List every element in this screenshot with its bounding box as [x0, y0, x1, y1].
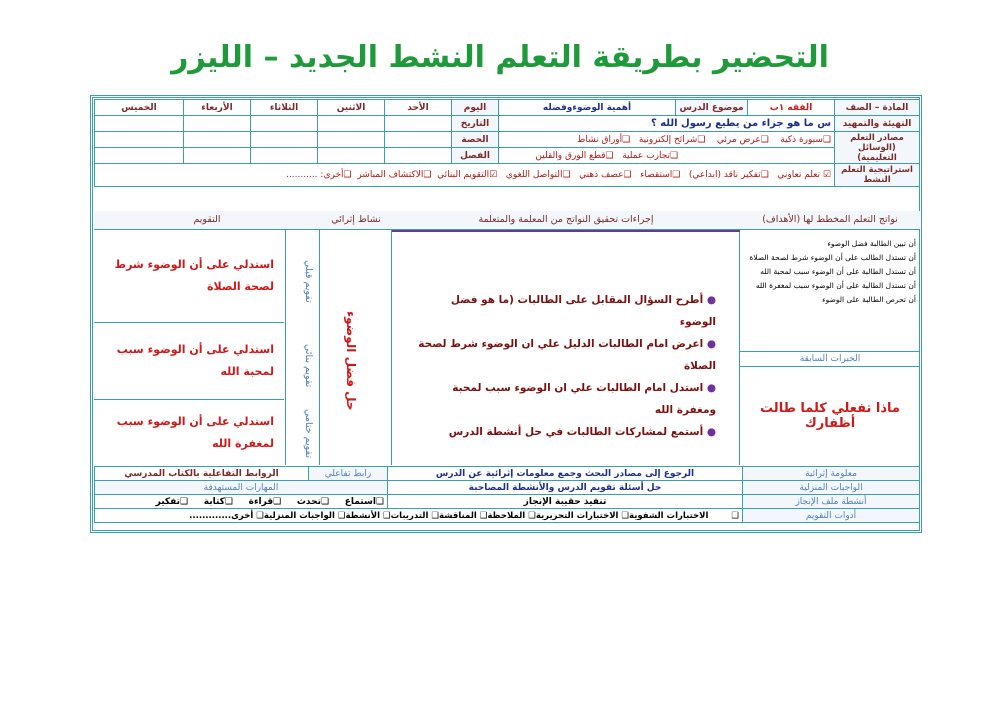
day-mon: الاثنين — [318, 100, 385, 116]
period-cell[interactable] — [318, 132, 385, 148]
checkbox[interactable]: ❑ — [760, 170, 769, 180]
checkbox[interactable]: ❑ — [622, 134, 631, 145]
objective-item: أن تستدل الطالبة على أن الوضوء سبب لمحبة الله — [760, 267, 916, 276]
day-tue: الثلاثاء — [251, 100, 318, 116]
period-cell[interactable] — [184, 132, 251, 148]
topic-label: موضوع الدرس — [676, 100, 748, 116]
enrichment-text: حل فضل الوضوء — [344, 311, 358, 411]
lesson-plan-form — [90, 95, 922, 533]
checkbox[interactable]: ❑ — [256, 510, 264, 521]
evaluation-item: استدلي على أن الوضوء شرط لصحة الصلاة — [94, 230, 284, 323]
checkbox[interactable]: ❑ — [621, 510, 630, 521]
evaluation-type: تقويم بنائي — [303, 344, 314, 388]
checkbox-checked[interactable]: ☑ — [822, 170, 831, 180]
tools-label: أدوات التقويم — [743, 509, 920, 523]
procedures-column — [391, 211, 740, 465]
prior-experience-label: الخبرات السابقة — [740, 351, 920, 367]
class-cell[interactable] — [251, 148, 318, 164]
subject-value: الفقه ١ب — [748, 100, 835, 116]
tools-list: ❑ الاختبارات الشفوية❑ الاختبارات التحريرية❑ الملاحظة❑ المناقشة❑ التدريبات❑ الأنشطة❑ الواجبات المنزلية❑ أخرى............. — [95, 509, 743, 523]
checkbox[interactable]: ❑ — [822, 134, 831, 145]
prior-experience-text: ماذا تفعلي كلما طالت أظفارك — [760, 401, 900, 431]
period-label: الحصة — [452, 132, 499, 148]
evaluation-type: تقويم قبلي — [303, 259, 314, 303]
checkbox[interactable]: ❑ — [273, 496, 282, 507]
page-title: التحضير بطريقة التعلم النشط الجديد – الليزر — [171, 40, 829, 75]
date-cell[interactable] — [385, 116, 452, 132]
evaluation-header: التقويم — [94, 211, 320, 230]
objective-item: أن تستدل الطالبة على أن الوضوء سبب لمغفرة الله — [755, 281, 916, 290]
checkbox[interactable]: ❑ — [321, 496, 330, 507]
skills-list: ❑استماع ❑تحدث ❑قراءة ❑كتابة ❑تفكير — [95, 495, 388, 509]
checkbox[interactable]: ❑ — [337, 510, 346, 521]
checkbox[interactable]: ❑ — [479, 510, 488, 521]
checkbox[interactable]: ❑ — [423, 170, 432, 180]
checkbox[interactable]: ❑ — [528, 510, 536, 521]
procedures-list — [416, 289, 730, 443]
date-cell[interactable] — [318, 116, 385, 132]
evaluation-item: استدلي على أن الوضوء سبب لمحبة الله — [94, 323, 284, 400]
date-cell[interactable] — [95, 116, 184, 132]
main-section — [94, 211, 920, 465]
procedure-item: ● أطرح السؤال المقابل على الطالبات (ما هو فضل الوضوء — [450, 294, 716, 328]
objectives-column — [739, 211, 920, 465]
checkbox[interactable]: ❑ — [343, 170, 352, 180]
objectives-header: نواتج التعلم المخطط لها (الأهداف) — [740, 211, 920, 230]
checkbox[interactable]: ❑ — [382, 510, 391, 521]
topic-value: أهمية الوضوءوفضله — [499, 100, 676, 116]
checkbox[interactable]: ❑ — [697, 134, 706, 145]
class-cell[interactable] — [318, 148, 385, 164]
skills-label: المهارات المستهدفة — [95, 481, 388, 495]
enrichment-info-label: معلومة إثرائية — [743, 467, 920, 481]
class-cell[interactable] — [385, 148, 452, 164]
homework-label: الواجبات المنزلية — [743, 481, 920, 495]
checkbox[interactable]: ❑ — [731, 510, 739, 521]
sources-row-2: ❑تجارب عملية ❑قطع الورق والقلين — [499, 148, 835, 164]
class-cell[interactable] — [95, 148, 184, 164]
class-cell[interactable] — [184, 148, 251, 164]
period-cell[interactable] — [385, 132, 452, 148]
checkbox[interactable]: ❑ — [670, 150, 679, 161]
checkbox[interactable]: ❑ — [224, 496, 233, 507]
portfolio-value: تنفيذ حقيبة الإنجاز — [388, 495, 743, 509]
objective-item: أن تستدل الطالب على أن الوضوء شرط لصحة الصلاة — [749, 253, 916, 262]
checkbox[interactable]: ❑ — [180, 496, 189, 507]
checkbox[interactable]: ❑ — [623, 170, 632, 180]
homework-value: حل أسئلة تقويم الدرس والأنشطة المصاحبة — [388, 481, 743, 495]
evaluation-column — [94, 211, 320, 465]
checkbox[interactable]: ❑ — [672, 170, 681, 180]
objective-item: أن تحرص الطالبة على الوضوء — [822, 295, 916, 304]
evaluation-type: تقويم ختامي — [303, 408, 314, 458]
sources-row-1: ❑سبورة ذكية ❑عرض مرئي ❑شرائح إلكترونية ❑أوراق نشاط — [499, 132, 835, 148]
strategies-row: ☑ تعلم تعاوني ❑تفكير ناقد (ابداعي) ❑استقصاء ❑عصف ذهني ❑التواصل اللغوي ☑التقويم البنائي ❑الاكتشاف المباشر ❑أخرى: ........... — [95, 164, 835, 187]
header-table — [94, 99, 920, 187]
checkbox[interactable]: ❑ — [760, 134, 769, 145]
date-cell[interactable] — [251, 116, 318, 132]
enrichment-header: نشاط إثرائي — [320, 211, 392, 230]
checkbox[interactable]: ❑ — [431, 510, 439, 521]
enrichment-column — [319, 211, 392, 465]
period-cell[interactable] — [251, 132, 318, 148]
date-label: التاريخ — [452, 116, 499, 132]
evaluation-item: استدلي على أن الوضوء سبب لمغفرة الله — [116, 414, 274, 450]
checkbox-checked[interactable]: ☑ — [489, 170, 498, 180]
procedure-item: ● أستمع لمشاركات الطالبات في حل أنشطة الدرس — [448, 426, 716, 438]
objectives-list — [744, 237, 916, 307]
day-sun: الأحد — [385, 100, 452, 116]
procedure-item: ● اعرض امام الطالبات الدليل علي ان الوضوء شرط لصحة الصلاة — [418, 338, 716, 372]
strategies-label: استراتيجية التعلم النشط — [835, 164, 920, 187]
portfolio-label: أنشطة ملف الإنجاز — [743, 495, 920, 509]
sources-label: مصادر التعلم (الوسائل التعليمية) — [835, 132, 920, 164]
intro-label: التهيئة والتمهيد — [835, 116, 920, 132]
day-label: اليوم — [452, 100, 499, 116]
period-cell[interactable] — [95, 132, 184, 148]
checkbox[interactable]: ❑ — [375, 496, 384, 507]
interactive-link-label: رابط تفاعلي — [309, 467, 388, 481]
day-wed: الأربعاء — [184, 100, 251, 116]
bottom-table — [94, 466, 920, 523]
day-thu: الخميس — [95, 100, 184, 116]
procedure-item: ● استدل امام الطالبات علي ان الوضوء سبب لمحبة ومغفرة الله — [452, 382, 716, 416]
checkbox[interactable]: ❑ — [605, 150, 614, 161]
subject-label: المادة – الصف — [835, 100, 920, 116]
interactive-link-value[interactable]: الروابط التفاعلية بالكتاب المدرسي — [95, 467, 309, 481]
date-cell[interactable] — [184, 116, 251, 132]
checkbox[interactable]: ❑ — [562, 170, 571, 180]
enrichment-info-value: الرجوع إلى مصادر البحث وجمع معلومات إثرائية عن الدرس — [388, 467, 743, 481]
intro-text: س ما هو جزاء من يطيع رسول الله ؟ — [499, 116, 835, 132]
class-label: الفصل — [452, 148, 499, 164]
objective-item: أن تبين الطالبة فضل الوضوء — [827, 239, 916, 248]
procedures-header: إجراءات تحقيق النواتج من المعلمة والمتعلمة — [392, 211, 740, 230]
